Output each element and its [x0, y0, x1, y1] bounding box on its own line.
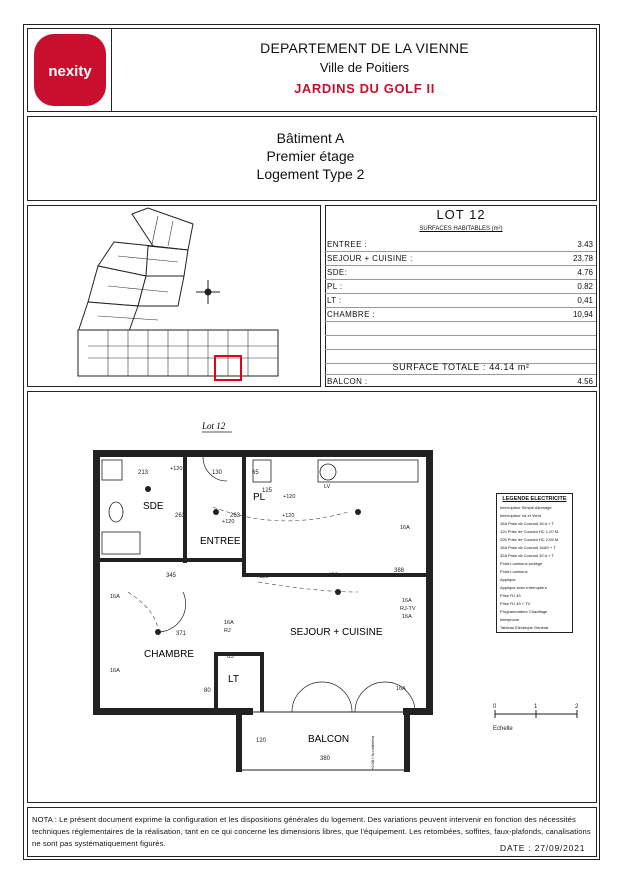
- building-line-1: Bâtiment A: [276, 130, 345, 146]
- elec-label: +120: [283, 494, 296, 500]
- lot-row-label: LT :: [327, 296, 342, 305]
- room-lt: LT: [228, 674, 239, 685]
- room-sejour: SEJOUR + CUISINE: [290, 627, 383, 638]
- lot-row-value: 0.82: [577, 282, 593, 291]
- dims-note: +0.08 / Nu intérieur: [370, 735, 375, 770]
- dim-345: 345: [166, 573, 177, 579]
- elec-label: 16A: [400, 525, 410, 531]
- scale-tick: 0: [493, 704, 497, 710]
- dim-263b: 263: [230, 513, 241, 519]
- lot-row-value: 4.56: [577, 377, 593, 386]
- legend-item: Prise RJ 45 + TV: [500, 601, 531, 606]
- department-title: DEPARTEMENT DE LA VIENNE: [260, 40, 469, 56]
- legend-item: Prise RJ 45: [500, 593, 521, 598]
- dim-380: 380: [320, 756, 331, 762]
- legend-item: Tableau Electrique Général: [500, 625, 549, 630]
- dim-430: 430: [328, 573, 339, 579]
- lot-row-entree: [325, 238, 596, 252]
- dim-125: 125: [262, 488, 273, 494]
- elec-label: +120: [282, 513, 295, 519]
- legend-item: 120 Prise de Courant HC 1.20 M: [500, 529, 559, 534]
- dim-263a: 263: [175, 513, 186, 519]
- elec-label: +120: [222, 519, 235, 525]
- building-line-3: Logement Type 2: [256, 166, 365, 182]
- nexity-logo: [34, 34, 106, 106]
- elec-label: 16A: [402, 598, 412, 604]
- document-date: DATE : 27/09/2021: [500, 843, 586, 853]
- lot-row-pl: [325, 280, 596, 294]
- lot-row-label: PL :: [327, 282, 343, 291]
- elec-label: 16A: [110, 594, 120, 600]
- lot-row-label: SDE:: [327, 268, 348, 277]
- lot-row-balcon: [325, 374, 596, 388]
- legend-item: Interphone: [500, 617, 520, 622]
- lot-row-sejour: [325, 252, 596, 266]
- room-balcon: BALCON: [308, 734, 350, 745]
- elec-label: RJ-TV: [400, 606, 416, 612]
- lot-row-empty: [325, 336, 596, 350]
- building-line-2: Premier étage: [266, 148, 355, 164]
- legend-item: Point Lumineux protégé: [500, 561, 543, 566]
- legend-item: Point Lumineux: [500, 569, 528, 574]
- dim-371: 371: [176, 631, 187, 637]
- elec-label: 16A: [110, 668, 120, 674]
- room-entree: ENTREE: [200, 536, 241, 547]
- compass-icon: [196, 280, 220, 304]
- room-sde: SDE: [143, 501, 164, 512]
- dim-120: 120: [256, 738, 267, 744]
- scale-tick: 1: [534, 704, 538, 710]
- legend-item: Interrupteur Simple Allumage: [500, 505, 552, 510]
- dim-130: 130: [212, 470, 223, 476]
- lot-row-empty: [325, 322, 596, 336]
- legend-item: 205 Prise de Courant HC 2.05 M: [500, 537, 559, 542]
- logo-text: nexity: [48, 63, 92, 80]
- lot-subtitle: SURFACES HABITABLES (m²): [419, 226, 503, 232]
- lot-row-value: 10,94: [572, 310, 593, 319]
- legend-title: LEGENDE ELECTRICITE: [502, 496, 567, 502]
- elec-label: 16A: [396, 686, 406, 692]
- lot-label: Lot 12: [202, 421, 226, 431]
- legend-item: 16A Prise de Courant 16AS + T: [500, 545, 556, 550]
- dim-213: 213: [138, 470, 149, 476]
- lot-row-label: SEJOUR + CUISINE :: [327, 254, 413, 263]
- lot-row-label: ENTREE :: [327, 240, 368, 249]
- dim-65b: 65: [227, 654, 234, 660]
- lot-title: LOT 12: [436, 207, 486, 222]
- lot-row-value: 4.76: [577, 268, 593, 277]
- site-plan: [28, 206, 320, 386]
- dim-80: 80: [204, 688, 211, 694]
- disclaimer-note: NOTA : Le présent document exprime la configuration et les dispositions générales du logement. Des variations peuvent intervenir en fonction des nécessités techniques réglementaires de la réalisation, tant en ce qui concerne les dimensions libres, que l'équipement. Les retombées, soffites, faux-plafonds, canalisations ne sont pas systématiquement figurés.: [32, 815, 591, 848]
- elec-label: 16A: [402, 614, 412, 620]
- lot-row-value: 3.43: [577, 240, 593, 249]
- scale-bar: [495, 710, 577, 718]
- legend-item: 16A Prise de Courant 16 A + T: [500, 521, 554, 526]
- city-title: Ville de Poitiers: [319, 60, 410, 75]
- scale-tick: 2: [575, 704, 579, 710]
- elec-label: LV: [324, 484, 331, 490]
- scale-label: Echelle: [493, 726, 513, 732]
- lot-row-label: CHAMBRE :: [327, 310, 376, 319]
- legend-item: Interrupteur Va et Vient: [500, 513, 541, 518]
- surface-total: SURFACE TOTALE : 44.14 m²: [392, 362, 530, 372]
- lot-row-chambre: [325, 308, 596, 322]
- dim-65a: 65: [252, 470, 259, 476]
- room-chambre: CHAMBRE: [144, 649, 195, 660]
- legend-item: 32A Prise de Courant 32 A + T: [500, 553, 554, 558]
- legend-item: Applique avec Interrupteur: [500, 585, 547, 590]
- room-pl: PL: [253, 492, 266, 503]
- lot-row-value: 0,41: [577, 296, 593, 305]
- lot-row-sde: [325, 266, 596, 280]
- dim-388: 388: [394, 568, 405, 574]
- legend-item: Applique: [500, 577, 516, 582]
- legend-item: Programmateur Chauffage: [500, 609, 548, 614]
- lot-row-value: 23.78: [572, 254, 593, 263]
- elec-label: RJ: [224, 628, 231, 634]
- lot-row-label: BALCON :: [327, 377, 368, 386]
- project-title: JARDINS DU GOLF II: [294, 81, 435, 96]
- elec-label: 16A: [224, 620, 234, 626]
- elec-label: +120: [256, 574, 269, 580]
- lot-row-lt: [325, 294, 596, 308]
- elec-label: +120: [170, 466, 183, 472]
